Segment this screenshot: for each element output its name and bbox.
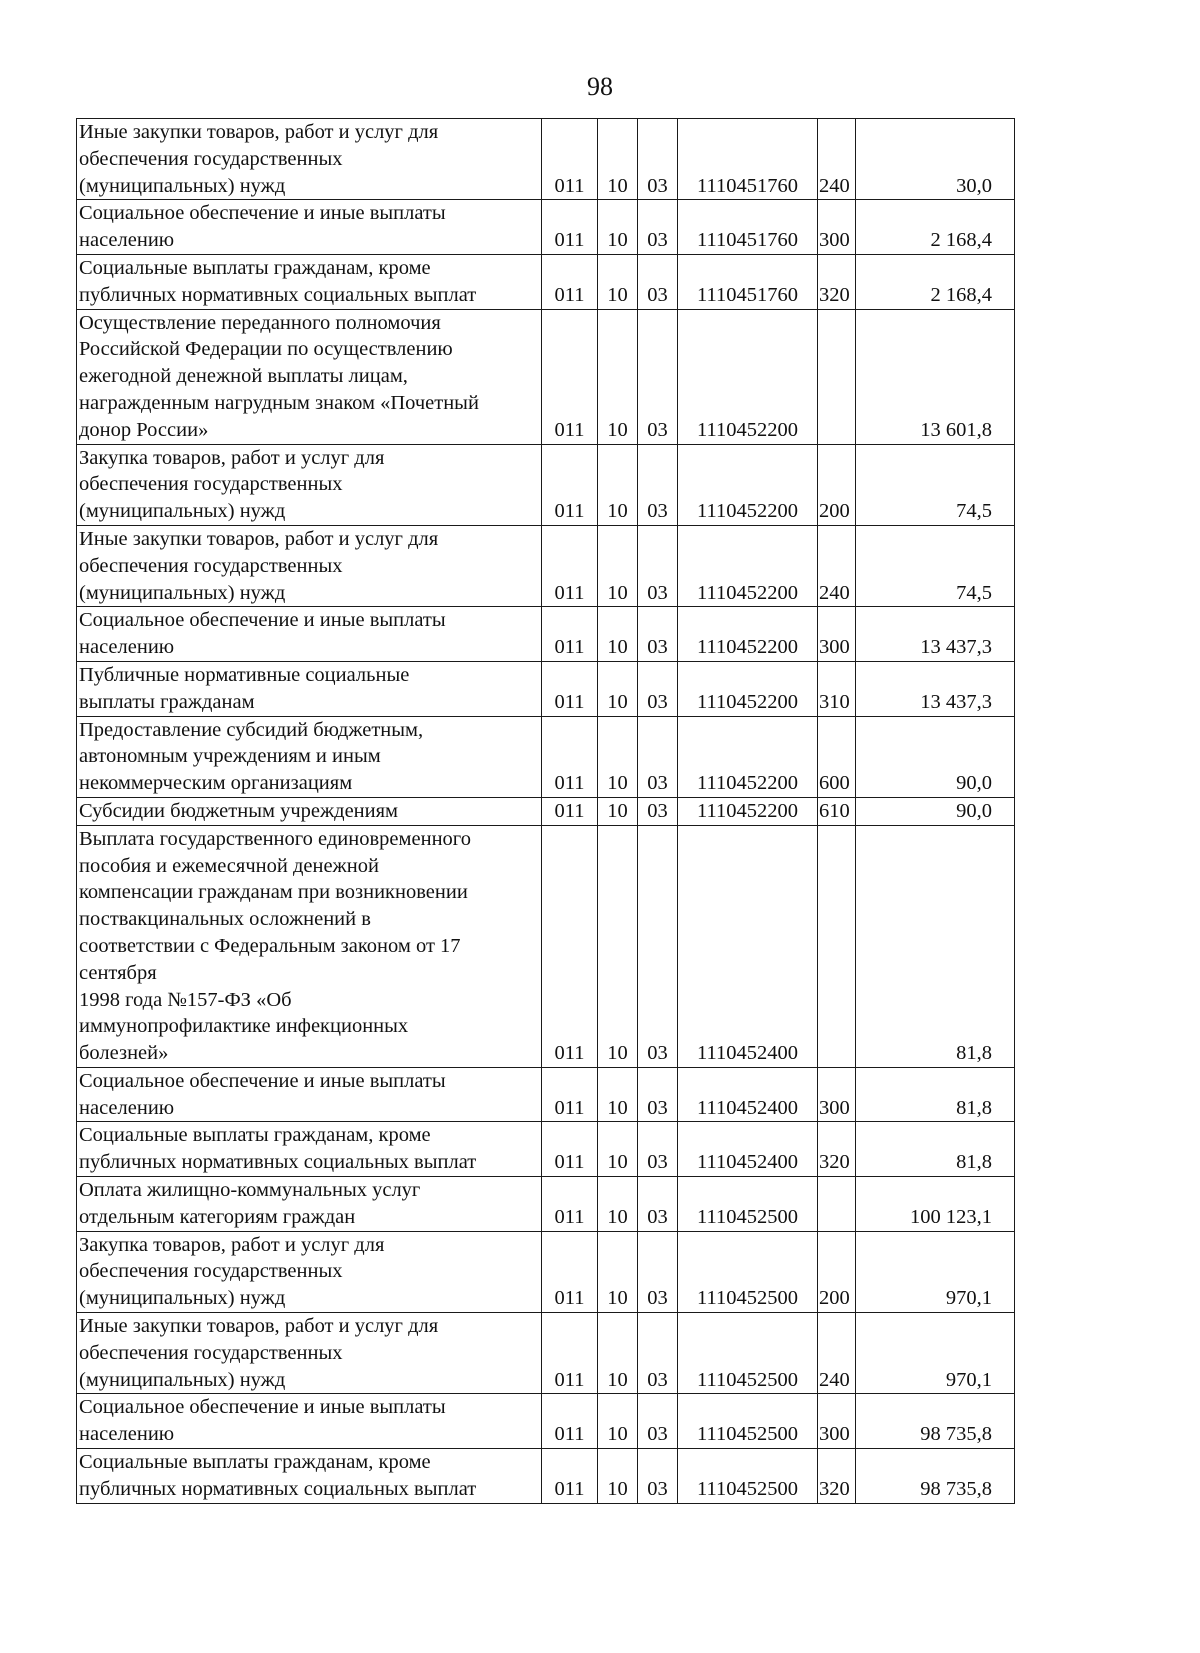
name-line: публичных нормативных социальных выплат bbox=[79, 1151, 477, 1174]
name-line: выплаты гражданам bbox=[79, 690, 255, 713]
name-line: Публичные нормативные социальные bbox=[79, 663, 410, 686]
pr-cell: 03 bbox=[638, 200, 678, 255]
table-row bbox=[77, 607, 1015, 662]
pr-cell: 03 bbox=[638, 1394, 678, 1449]
ved-cell: 011 bbox=[542, 797, 598, 825]
sum-cell: 98 735,8 bbox=[856, 1394, 1015, 1449]
pr-cell: 03 bbox=[638, 254, 678, 309]
name-line: Субсидии бюджетным учреждениям bbox=[79, 799, 399, 822]
budget-table bbox=[76, 118, 1015, 1504]
ved-cell: 011 bbox=[542, 254, 598, 309]
pr-cell: 03 bbox=[638, 1122, 678, 1177]
table-row bbox=[77, 1449, 1015, 1504]
rz-cell: 10 bbox=[598, 825, 638, 1067]
table-row bbox=[77, 716, 1015, 797]
sum-cell: 13 601,8 bbox=[856, 309, 1015, 444]
table-row bbox=[77, 1231, 1015, 1312]
sum-cell: 970,1 bbox=[856, 1313, 1015, 1394]
rz-cell: 10 bbox=[598, 1313, 638, 1394]
pr-cell: 03 bbox=[638, 119, 678, 200]
vr-cell: 200 bbox=[818, 444, 856, 525]
ved-cell: 011 bbox=[542, 1313, 598, 1394]
table-row bbox=[77, 1122, 1015, 1177]
csr-cell: 1110452500 bbox=[678, 1449, 818, 1504]
vr-cell bbox=[818, 825, 856, 1067]
table-row bbox=[77, 1177, 1015, 1232]
name-line: публичных нормативных социальных выплат bbox=[79, 1477, 477, 1500]
name-cell bbox=[77, 607, 542, 662]
name-cell bbox=[77, 525, 542, 606]
rz-cell: 10 bbox=[598, 716, 638, 797]
name-line: населению bbox=[79, 636, 175, 659]
name-line: населению bbox=[79, 1423, 175, 1446]
sum-cell: 81,8 bbox=[856, 825, 1015, 1067]
table-row bbox=[77, 1067, 1015, 1122]
table-row bbox=[77, 444, 1015, 525]
rz-cell: 10 bbox=[598, 119, 638, 200]
vr-cell: 320 bbox=[818, 1122, 856, 1177]
sum-cell: 74,5 bbox=[856, 525, 1015, 606]
pr-cell: 03 bbox=[638, 661, 678, 716]
name-line: 1998 года №157-ФЗ «Об bbox=[79, 988, 292, 1011]
rz-cell: 10 bbox=[598, 1231, 638, 1312]
name-line: обеспечения государственных bbox=[79, 1260, 343, 1283]
name-line: отдельным категориям граждан bbox=[79, 1205, 356, 1228]
sum-cell: 81,8 bbox=[856, 1067, 1015, 1122]
pr-cell: 03 bbox=[638, 444, 678, 525]
name-line: Социальное обеспечение и иные выплаты bbox=[79, 609, 446, 632]
name-cell bbox=[77, 1449, 542, 1504]
pr-cell: 03 bbox=[638, 1067, 678, 1122]
ved-cell: 011 bbox=[542, 661, 598, 716]
name-line: ежегодной денежной выплаты лицам, bbox=[79, 365, 408, 388]
name-line: компенсации гражданам при возникновении bbox=[79, 881, 468, 904]
name-cell bbox=[77, 797, 542, 825]
vr-cell: 300 bbox=[818, 200, 856, 255]
ved-cell: 011 bbox=[542, 1177, 598, 1232]
name-cell bbox=[77, 1122, 542, 1177]
rz-cell: 10 bbox=[598, 444, 638, 525]
name-line: Социальные выплаты гражданам, кроме bbox=[79, 1124, 431, 1147]
pr-cell: 03 bbox=[638, 825, 678, 1067]
rz-cell: 10 bbox=[598, 1449, 638, 1504]
name-line: Выплата государственного единовременного bbox=[79, 827, 471, 850]
table-body bbox=[77, 119, 1015, 1504]
name-cell bbox=[77, 661, 542, 716]
sum-cell: 30,0 bbox=[856, 119, 1015, 200]
table-row bbox=[77, 119, 1015, 200]
name-line: (муниципальных) нужд bbox=[79, 581, 286, 604]
name-line: (муниципальных) нужд bbox=[79, 1368, 286, 1391]
name-line: Социальное обеспечение и иные выплаты bbox=[79, 202, 446, 225]
sum-cell: 90,0 bbox=[856, 716, 1015, 797]
pr-cell: 03 bbox=[638, 797, 678, 825]
name-line: сентября bbox=[79, 961, 157, 984]
vr-cell: 200 bbox=[818, 1231, 856, 1312]
ved-cell: 011 bbox=[542, 119, 598, 200]
name-line: Иные закупки товаров, работ и услуг для bbox=[79, 1315, 439, 1338]
name-line: Иные закупки товаров, работ и услуг для bbox=[79, 121, 439, 143]
table-row bbox=[77, 525, 1015, 606]
rz-cell: 10 bbox=[598, 1394, 638, 1449]
name-line: Закупка товаров, работ и услуг для bbox=[79, 1233, 385, 1256]
page-number: 98 bbox=[587, 72, 613, 101]
rz-cell: 10 bbox=[598, 1067, 638, 1122]
pr-cell: 03 bbox=[638, 1449, 678, 1504]
vr-cell: 240 bbox=[818, 119, 856, 200]
vr-cell: 300 bbox=[818, 1394, 856, 1449]
vr-cell: 610 bbox=[818, 797, 856, 825]
table-row bbox=[77, 1313, 1015, 1394]
csr-cell: 1110452500 bbox=[678, 1394, 818, 1449]
vr-cell: 320 bbox=[818, 254, 856, 309]
rz-cell: 10 bbox=[598, 797, 638, 825]
pr-cell: 03 bbox=[638, 716, 678, 797]
name-line: Социальные выплаты гражданам, кроме bbox=[79, 1451, 431, 1474]
sum-cell: 81,8 bbox=[856, 1122, 1015, 1177]
sum-cell: 13 437,3 bbox=[856, 661, 1015, 716]
csr-cell: 1110452500 bbox=[678, 1177, 818, 1232]
csr-cell: 1110451760 bbox=[678, 119, 818, 200]
vr-cell: 300 bbox=[818, 1067, 856, 1122]
vr-cell: 240 bbox=[818, 1313, 856, 1394]
name-line: донор России» bbox=[79, 418, 209, 441]
table-row bbox=[77, 309, 1015, 444]
rz-cell: 10 bbox=[598, 200, 638, 255]
name-cell bbox=[77, 1067, 542, 1122]
ved-cell: 011 bbox=[542, 1122, 598, 1177]
name-line: Осуществление переданного полномочия bbox=[79, 311, 441, 334]
sum-cell: 90,0 bbox=[856, 797, 1015, 825]
ved-cell: 011 bbox=[542, 1231, 598, 1312]
sum-cell: 13 437,3 bbox=[856, 607, 1015, 662]
name-cell bbox=[77, 200, 542, 255]
pr-cell: 03 bbox=[638, 525, 678, 606]
name-line: Социальное обеспечение и иные выплаты bbox=[79, 1396, 446, 1419]
name-line: поствакцинальных осложнений в bbox=[79, 908, 371, 931]
csr-cell: 1110452200 bbox=[678, 309, 818, 444]
table-row bbox=[77, 1394, 1015, 1449]
rz-cell: 10 bbox=[598, 525, 638, 606]
ved-cell: 011 bbox=[542, 1449, 598, 1504]
name-line: обеспечения государственных bbox=[79, 473, 343, 496]
name-cell bbox=[77, 1313, 542, 1394]
pr-cell: 03 bbox=[638, 309, 678, 444]
ved-cell: 011 bbox=[542, 607, 598, 662]
name-line: соответствии с Федеральным законом от 17 bbox=[79, 934, 461, 957]
csr-cell: 1110452400 bbox=[678, 825, 818, 1067]
vr-cell: 300 bbox=[818, 607, 856, 662]
rz-cell: 10 bbox=[598, 309, 638, 444]
pr-cell: 03 bbox=[638, 1231, 678, 1312]
sum-cell: 74,5 bbox=[856, 444, 1015, 525]
name-cell bbox=[77, 444, 542, 525]
ved-cell: 011 bbox=[542, 1394, 598, 1449]
rz-cell: 10 bbox=[598, 607, 638, 662]
name-cell bbox=[77, 119, 542, 200]
name-cell bbox=[77, 309, 542, 444]
csr-cell: 1110452500 bbox=[678, 1313, 818, 1394]
name-line: болезней» bbox=[79, 1042, 169, 1065]
table-row bbox=[77, 661, 1015, 716]
sum-cell: 2 168,4 bbox=[856, 200, 1015, 255]
pr-cell: 03 bbox=[638, 607, 678, 662]
name-line: иммунопрофилактике инфекционных bbox=[79, 1015, 409, 1038]
name-cell bbox=[77, 1231, 542, 1312]
csr-cell: 1110452500 bbox=[678, 1231, 818, 1312]
csr-cell: 1110451760 bbox=[678, 254, 818, 309]
name-line: обеспечения государственных bbox=[79, 1341, 343, 1364]
name-cell bbox=[77, 1394, 542, 1449]
name-cell bbox=[77, 825, 542, 1067]
name-line: Закупка товаров, работ и услуг для bbox=[79, 446, 385, 469]
vr-cell: 600 bbox=[818, 716, 856, 797]
sum-cell: 970,1 bbox=[856, 1231, 1015, 1312]
name-line: Иные закупки товаров, работ и услуг для bbox=[79, 527, 439, 550]
table-row bbox=[77, 797, 1015, 825]
name-line: (муниципальных) нужд bbox=[79, 174, 286, 197]
rz-cell: 10 bbox=[598, 661, 638, 716]
ved-cell: 011 bbox=[542, 200, 598, 255]
rz-cell: 10 bbox=[598, 1122, 638, 1177]
name-line: Предоставление субсидий бюджетным, bbox=[79, 718, 424, 741]
vr-cell: 320 bbox=[818, 1449, 856, 1504]
csr-cell: 1110452200 bbox=[678, 797, 818, 825]
name-line: некоммерческим организациям bbox=[79, 772, 353, 795]
name-line: награжденным нагрудным знаком «Почетный bbox=[79, 391, 479, 414]
csr-cell: 1110452200 bbox=[678, 444, 818, 525]
ved-cell: 011 bbox=[542, 825, 598, 1067]
csr-cell: 1110452200 bbox=[678, 661, 818, 716]
csr-cell: 1110452400 bbox=[678, 1067, 818, 1122]
ved-cell: 011 bbox=[542, 444, 598, 525]
name-line: пособия и ежемесячной денежной bbox=[79, 854, 379, 877]
ved-cell: 011 bbox=[542, 1067, 598, 1122]
csr-cell: 1110452200 bbox=[678, 716, 818, 797]
name-cell bbox=[77, 716, 542, 797]
vr-cell: 240 bbox=[818, 525, 856, 606]
name-line: населению bbox=[79, 1096, 175, 1119]
name-cell bbox=[77, 254, 542, 309]
pr-cell: 03 bbox=[638, 1177, 678, 1232]
table-row bbox=[77, 254, 1015, 309]
ved-cell: 011 bbox=[542, 309, 598, 444]
csr-cell: 1110452400 bbox=[678, 1122, 818, 1177]
table-row bbox=[77, 825, 1015, 1067]
table-row bbox=[77, 200, 1015, 255]
name-line: населению bbox=[79, 229, 175, 252]
ved-cell: 011 bbox=[542, 525, 598, 606]
name-line: (муниципальных) нужд bbox=[79, 1287, 286, 1310]
sum-cell: 100 123,1 bbox=[856, 1177, 1015, 1232]
rz-cell: 10 bbox=[598, 1177, 638, 1232]
rz-cell: 10 bbox=[598, 254, 638, 309]
vr-cell bbox=[818, 1177, 856, 1232]
vr-cell bbox=[818, 309, 856, 444]
name-line: обеспечения государственных bbox=[79, 147, 343, 170]
name-line: публичных нормативных социальных выплат bbox=[79, 283, 477, 306]
name-line: автономным учреждениям и иным bbox=[79, 745, 381, 768]
name-line: (муниципальных) нужд bbox=[79, 500, 286, 523]
sum-cell: 2 168,4 bbox=[856, 254, 1015, 309]
csr-cell: 1110452200 bbox=[678, 525, 818, 606]
pr-cell: 03 bbox=[638, 1313, 678, 1394]
csr-cell: 1110452200 bbox=[678, 607, 818, 662]
name-cell bbox=[77, 1177, 542, 1232]
vr-cell: 310 bbox=[818, 661, 856, 716]
name-line: Социальное обеспечение и иные выплаты bbox=[79, 1069, 446, 1092]
name-line: Социальные выплаты гражданам, кроме bbox=[79, 256, 431, 279]
name-line: Оплата жилищно-коммунальных услуг bbox=[79, 1179, 421, 1202]
name-line: обеспечения государственных bbox=[79, 554, 343, 577]
csr-cell: 1110451760 bbox=[678, 200, 818, 255]
name-line: Российской Федерации по осуществлению bbox=[79, 338, 453, 361]
ved-cell: 011 bbox=[542, 716, 598, 797]
sum-cell: 98 735,8 bbox=[856, 1449, 1015, 1504]
